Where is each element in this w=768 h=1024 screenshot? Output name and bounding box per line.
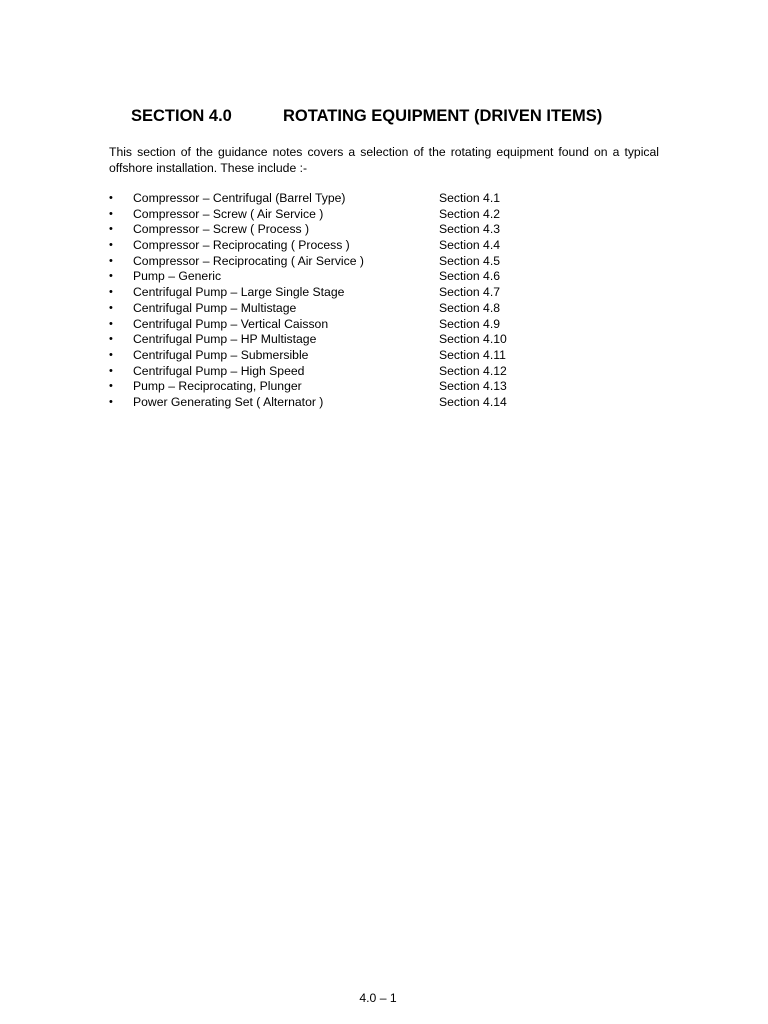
list-item: [109, 332, 559, 348]
equipment-name: Pump – Generic: [133, 269, 222, 284]
list-item: [109, 348, 559, 364]
section-reference: Section 4.12: [439, 363, 507, 378]
section-reference: Section 4.8: [439, 300, 500, 315]
section-reference: Section 4.10: [439, 332, 507, 347]
bullet-icon: •: [109, 395, 113, 408]
section-reference: Section 4.7: [439, 285, 500, 300]
section-title: ROTATING EQUIPMENT (DRIVEN ITEMS): [283, 107, 603, 125]
section-reference: Section 4.6: [439, 269, 500, 284]
list-item: [109, 285, 559, 301]
equipment-name: Centrifugal Pump – Submersible: [133, 347, 309, 362]
bullet-icon: •: [109, 192, 113, 204]
bullet-icon: •: [109, 333, 113, 346]
equipment-name: Centrifugal Pump – HP Multistage: [133, 332, 317, 347]
section-reference: Section 4.3: [439, 222, 500, 237]
equipment-name: Pump – Reciprocating, Plunger: [133, 379, 302, 394]
equipment-name: Compressor – Reciprocating ( Air Service ): [133, 253, 364, 268]
bullet-icon: •: [109, 207, 113, 220]
bullet-icon: •: [109, 286, 113, 299]
section-reference: Section 4.5: [439, 253, 500, 268]
intro-paragraph: This section of the guidance notes covers a selection of the rotating equipment found on a typical offshore installation. These include :-: [109, 145, 659, 175]
list-item: [109, 191, 559, 207]
section-reference: Section 4.2: [439, 206, 500, 221]
list-item: [109, 395, 559, 411]
bullet-icon: •: [109, 317, 113, 330]
equipment-name: Compressor – Centrifugal (Barrel Type): [133, 191, 346, 205]
equipment-name: Centrifugal Pump – Multistage: [133, 300, 297, 315]
bullet-icon: •: [109, 270, 113, 283]
section-number: SECTION 4.0: [131, 107, 232, 125]
list-item: [109, 379, 559, 395]
list-item: [109, 207, 559, 223]
page-number: 4.0 – 1: [359, 991, 397, 1005]
bullet-icon: •: [109, 301, 113, 314]
bullet-icon: •: [109, 348, 113, 361]
section-reference: Section 4.13: [439, 379, 507, 394]
bullet-icon: •: [109, 254, 113, 267]
list-item: [109, 254, 559, 270]
section-reference: Section 4.9: [439, 316, 500, 331]
section-reference: Section 4.4: [439, 238, 500, 253]
bullet-icon: •: [109, 364, 113, 377]
equipment-name: Centrifugal Pump – Large Single Stage: [133, 285, 345, 300]
equipment-list: [109, 191, 559, 411]
section-reference: Section 4.11: [439, 347, 506, 362]
equipment-name: Centrifugal Pump – High Speed: [133, 363, 305, 378]
equipment-name: Power Generating Set ( Alternator ): [133, 394, 324, 409]
list-item: [109, 222, 559, 238]
list-item: [109, 301, 559, 317]
list-item: [109, 269, 559, 285]
equipment-name: Compressor – Screw ( Air Service ): [133, 206, 324, 221]
equipment-name: Centrifugal Pump – Vertical Caisson: [133, 316, 329, 331]
bullet-icon: •: [109, 239, 113, 252]
list-item: [109, 317, 559, 333]
bullet-icon: •: [109, 223, 113, 236]
section-reference: Section 4.14: [439, 394, 507, 409]
section-reference: Section 4.1: [439, 191, 500, 205]
equipment-name: Compressor – Reciprocating ( Process ): [133, 238, 350, 253]
list-item: [109, 238, 559, 254]
equipment-name: Compressor – Screw ( Process ): [133, 222, 310, 237]
bullet-icon: •: [109, 380, 113, 393]
list-item: [109, 364, 559, 380]
